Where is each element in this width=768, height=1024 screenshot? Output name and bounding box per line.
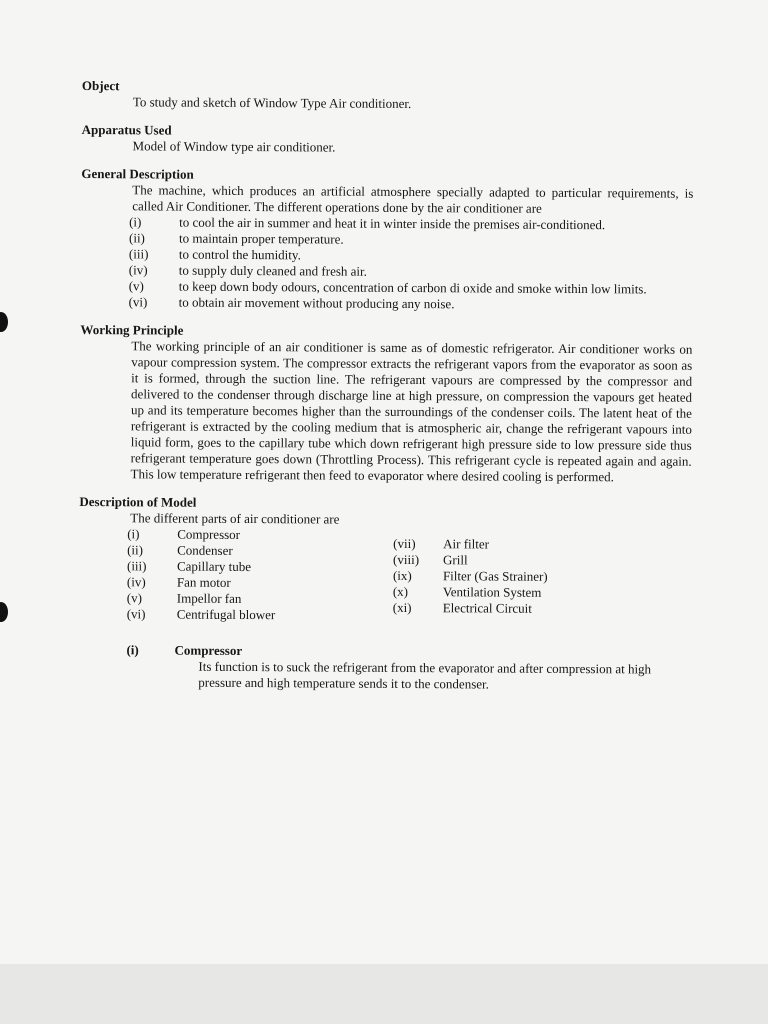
list-item: (vi) Centrifugal blower — [126, 606, 276, 623]
parts-list — [127, 526, 692, 625]
object-heading: Object — [81, 78, 120, 94]
list-item: (vi) to obtain air movement without producing any noise. — [128, 294, 455, 312]
list-item: (ix) Filter (Gas Strainer) — [392, 567, 548, 584]
list-item: (vii) Air filter — [393, 535, 490, 552]
list-item: (iii) Capillary tube — [126, 558, 252, 575]
compressor-subheading: (i) Compressor — [126, 642, 243, 658]
list-item: (ii) Condenser — [127, 542, 233, 558]
compressor-text: Its function is to suck the refrigerant from the evaporator and after compression at high pressure and high temperature sends it to the condenser. — [198, 658, 652, 692]
list-item: (v) to keep down body odours, concentration of carbon di oxide and smoke within low limits. — [128, 278, 647, 297]
punch-hole — [0, 602, 8, 622]
operations-list — [129, 214, 694, 313]
document-content — [78, 78, 694, 694]
apparatus-text: Model of Window type air conditioner. — [132, 138, 336, 155]
list-item: (i) Compressor — [127, 526, 241, 542]
list-item: (iv) Fan motor — [126, 574, 231, 590]
punch-hole — [0, 312, 8, 332]
list-item: (ii) to maintain proper temperature. — [128, 230, 344, 247]
description-of-model-heading: Description of Model — [79, 493, 197, 510]
list-item: (xi) Electrical Circuit — [392, 599, 532, 616]
general-description-intro: The machine, which produces an artificial atmosphere specially adapted to particular requirements, is called Air Conditioner. The different operations done by the air conditioner are — [132, 182, 694, 216]
list-item: (v) Impellor fan — [126, 590, 242, 606]
list-item: (i) to cool the air in summer and heat it in winter inside the premises air-conditioned. — [129, 214, 606, 233]
working-principle-text: The working principle of an air conditioner is same as of domestic refrigerator. Air conditioner works on vapour compression system. The compressor extracts the refrigerant vapors from the evaporator as soon as it is formed, through the suction line. The refrigerant vapours are compressed by the compressor and delivered to the condenser through discharge line at high pressure, on compression the vapours get heated up and its temperature becomes higher than the surroundings of the condenser coils. The latent heat of the refrigerant is extracted by the cooling medium that is atmospheric air, change the refrigerant vapours into liquid form, goes to the capillary tube which down refrigerant high pressure side to low pressure side thus refrigerant temperature goes down (Throttling Process). This refrigerant cycle is repeated again and again. This low temperature refrigerant then feed to evaporator where desired cooling is performed. — [130, 338, 693, 485]
description-of-model-intro: The different parts of air conditioner are — [130, 510, 340, 527]
list-item: (x) Ventilation System — [392, 583, 542, 600]
parts-list-left — [127, 526, 394, 624]
general-description-heading: General Description — [81, 165, 194, 182]
working-principle-heading: Working Principle — [80, 321, 184, 338]
list-item: (iv) to supply duly cleaned and fresh air. — [128, 262, 367, 279]
parts-list-right — [393, 536, 548, 625]
apparatus-heading: Apparatus Used — [81, 121, 172, 138]
list-item: (viii) Grill — [393, 551, 468, 568]
list-item: (iii) to control the humidity. — [128, 246, 301, 263]
object-text: To study and sketch of Window Type Air conditioner. — [132, 94, 412, 112]
